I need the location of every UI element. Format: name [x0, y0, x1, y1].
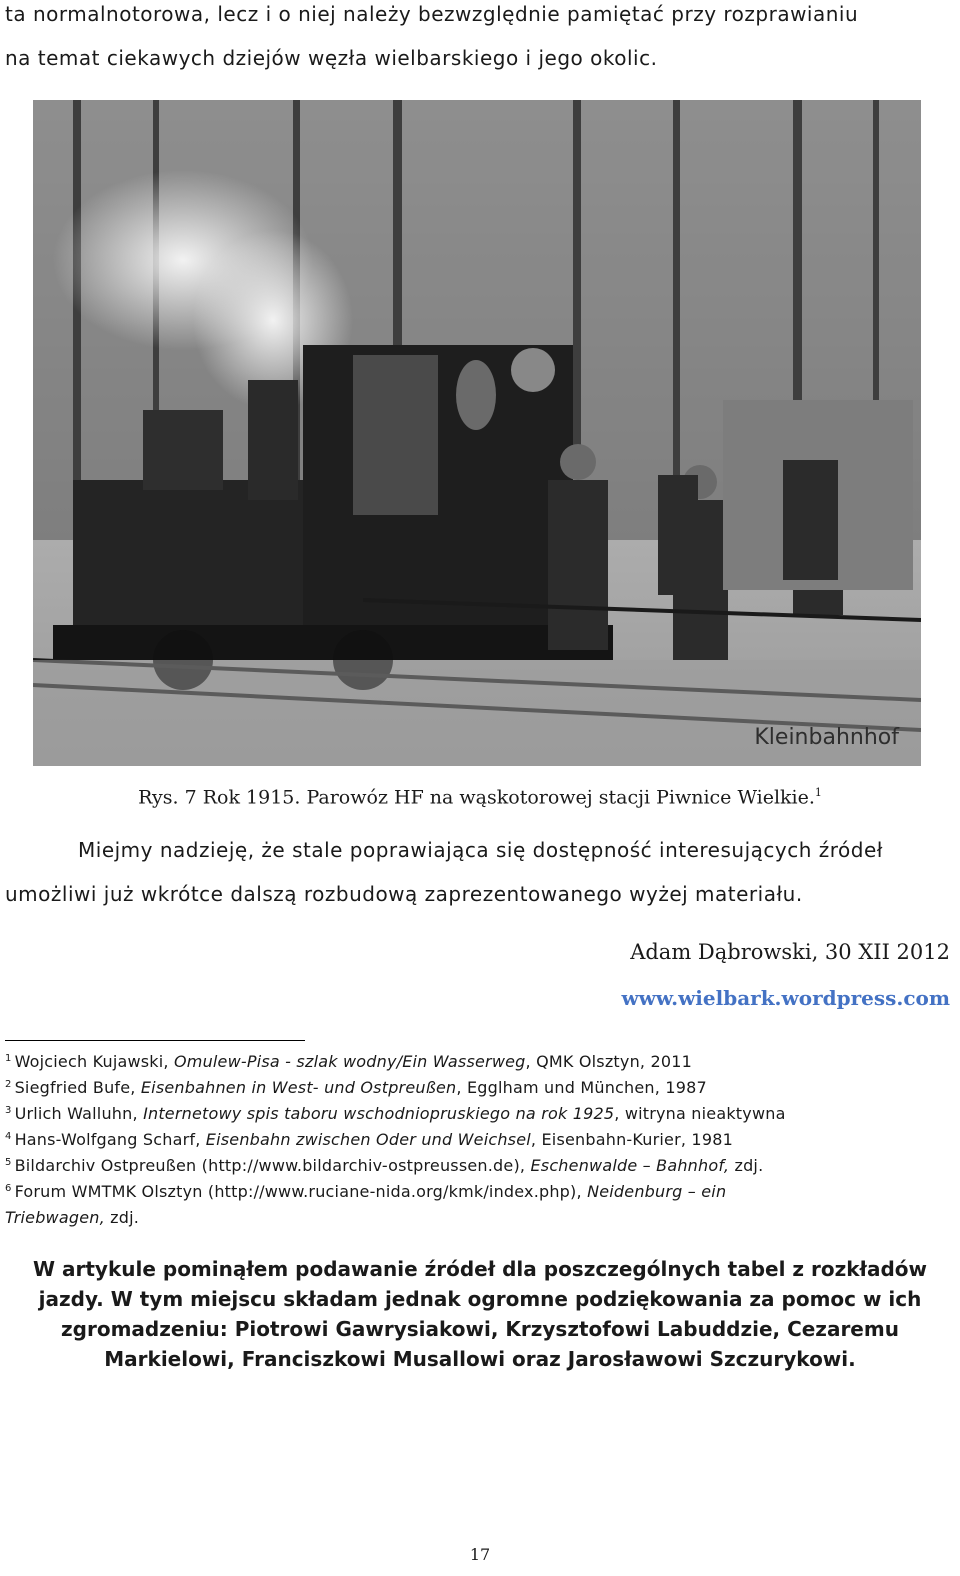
acknowledgement-line-1: W artykule pominąłem podawanie źródeł dla poszczególnych tabel z rozkładów — [32, 1257, 928, 1281]
footnote-title: Eschenwalde – Bahnhof, — [530, 1156, 730, 1175]
footnote-2 — [5, 1078, 707, 1097]
footnote-author: Urlich Walluhn, — [14, 1104, 144, 1123]
acknowledgement-line-4: Markielowi, Franciszkowi Musallowi oraz Jarosławowi Szczurykowi. — [104, 1347, 856, 1371]
footnote-publisher: , witryna nieaktywna — [614, 1104, 786, 1123]
footnote-3 — [5, 1104, 786, 1123]
intro-line-2: na temat ciekawych dziejów węzła wielbarskiego i jego okolic. — [5, 46, 658, 70]
footnote-publisher: , QMK Olsztyn, 2011 — [525, 1052, 693, 1071]
footnote-number: 5 — [5, 1156, 12, 1168]
footnote-4 — [5, 1130, 733, 1149]
footnote-number: 3 — [5, 1104, 12, 1116]
footnote-number: 1 — [5, 1052, 12, 1064]
footnote-title: Eisenbahnen in West- und Ostpreußen — [140, 1078, 457, 1097]
footnote-publisher: zdj. — [729, 1156, 764, 1175]
footnote-1 — [5, 1052, 692, 1071]
locomotive-photo — [33, 100, 921, 766]
page-number: 17 — [469, 1545, 491, 1564]
acknowledgement-block — [10, 1254, 950, 1374]
footnote-publisher: zdj. — [104, 1208, 140, 1227]
acknowledgement-line-2: jazdy. W tym miejscu składam jednak ogromne podziękowania za pomoc w ich — [38, 1287, 922, 1311]
footnote-publisher: , Egglham und München, 1987 — [456, 1078, 707, 1097]
acknowledgement-line-3: zgromadzeniu: Piotrowi Gawrysiakowi, Krzysztofowi Labuddzie, Cezaremu — [61, 1317, 899, 1341]
footnote-title: Eisenbahn zwischen Oder und Weichsel — [205, 1130, 531, 1149]
figure-caption — [0, 786, 960, 808]
footnote-author: Hans-Wolfgang Scharf, — [14, 1130, 206, 1149]
footnote-title: Internetowy spis taboru wschodniopruskiego na rok 1925 — [143, 1104, 615, 1123]
footnote-6-continued — [5, 1208, 139, 1227]
closing-line-1: Miejmy nadzieję, że stale poprawiająca się dostępność interesujących źródeł — [78, 838, 883, 862]
footnote-author: Bildarchiv Ostpreußen (http://www.bildarchiv-ostpreussen.de), — [14, 1156, 531, 1175]
footnote-number: 6 — [5, 1182, 12, 1194]
intro-line-1: ta normalnotorowa, lecz i o niej należy bezwzględnie pamiętać przy rozprawianiu — [5, 2, 859, 26]
footnote-title: Neidenburg – ein — [587, 1182, 727, 1201]
footnote-author: Forum WMTMK Olsztyn (http://www.ruciane-nida.org/kmk/index.php), — [14, 1182, 588, 1201]
footnote-author: Wojciech Kujawski, — [14, 1052, 174, 1071]
author-signature: Adam Dąbrowski, 30 XII 2012 — [630, 940, 950, 964]
footnote-number: 4 — [5, 1130, 12, 1142]
footnote-publisher: , Eisenbahn-Kurier, 1981 — [530, 1130, 733, 1149]
caption-footnote-ref: 1 — [814, 786, 822, 799]
footnote-6 — [5, 1182, 726, 1201]
footnote-number: 2 — [5, 1078, 12, 1090]
footnote-author: Siegfried Bufe, — [14, 1078, 141, 1097]
footnote-title: Omulew-Pisa - szlak wodny/Ein Wasserweg — [173, 1052, 526, 1071]
caption-text: Rys. 7 Rok 1915. Parowóz HF na wąskotorowej stacji Piwnice Wielkie. — [138, 786, 815, 809]
photo-watermark: Kleinbahnhof — [754, 725, 899, 750]
closing-line-2: umożliwi już wkrótce dalszą rozbudową zaprezentowanego wyżej materiału. — [5, 882, 803, 906]
footnote-title: Triebwagen, — [5, 1208, 105, 1227]
footnote-5 — [5, 1156, 763, 1175]
website-link[interactable]: www.wielbark.wordpress.com — [621, 986, 950, 1010]
footnote-divider — [5, 1040, 305, 1041]
